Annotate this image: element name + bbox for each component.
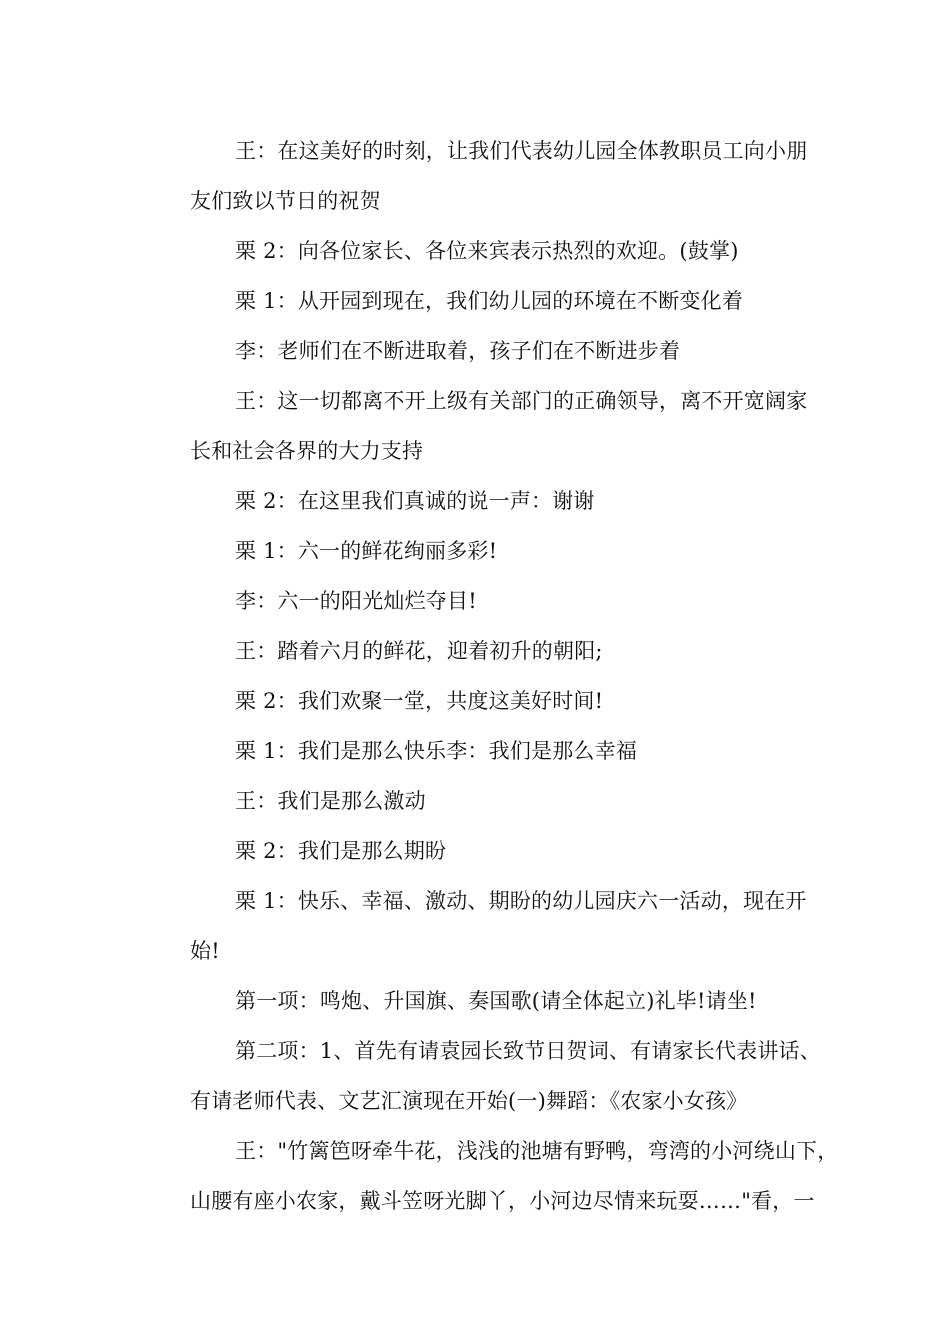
paragraph [145, 826, 817, 876]
text-line: 栗 2：我们是那么期盼 [235, 839, 447, 863]
text-line: 第一项：鸣炮、升国旗、奏国歌(请全体起立)礼毕!请坐! [235, 989, 757, 1013]
paragraph [145, 876, 817, 976]
text-line: 王：我们是那么激动 [235, 789, 426, 813]
paragraph [145, 326, 817, 376]
paragraph [145, 476, 817, 526]
paragraph [145, 576, 817, 626]
text-line: 栗 2：我们欢聚一堂，共度这美好时间! [235, 689, 604, 713]
paragraph [145, 726, 817, 776]
text-line: 栗 1：六一的鲜花绚丽多彩! [235, 539, 498, 563]
text-line: 始! [190, 939, 220, 963]
text-line: 栗 1：从开园到现在，我们幼儿园的环境在不断变化着 [235, 289, 744, 313]
paragraph [145, 776, 817, 826]
text-line: 王："竹篱笆呀牵牛花，浅浅的池塘有野鸭，弯湾的小河绕山下， [235, 1139, 839, 1163]
paragraph [145, 276, 817, 326]
text-line: 王：这一切都离不开上级有关部门的正确领导，离不开宽阔家 [235, 389, 808, 413]
text-line: 李：六一的阳光灿烂夺目! [235, 589, 477, 613]
paragraph [145, 626, 817, 676]
text-line: 第二项：1、首先有请袁园长致节日贺词、有请家长代表讲话、 [235, 1039, 821, 1063]
paragraph [145, 126, 817, 226]
text-line: 长和社会各界的大力支持 [190, 439, 424, 463]
text-line: 栗 2：向各位家长、各位来宾表示热烈的欢迎。(鼓掌) [235, 239, 739, 263]
text-line: 栗 1：快乐、幸福、激动、期盼的幼儿园庆六一活动，现在开 [235, 889, 807, 913]
paragraph [145, 376, 817, 476]
text-line: 王：在这美好的时刻，让我们代表幼儿园全体教职员工向小朋 [235, 139, 808, 163]
text-line: 友们致以节日的祝贺 [190, 189, 381, 213]
paragraph [145, 1126, 839, 1226]
paragraph [145, 1026, 821, 1126]
paragraph [145, 526, 817, 576]
text-line: 山腰有座小农家，戴斗笠呀光脚丫，小河边尽情来玩耍……"看，一 [190, 1189, 815, 1213]
text-line: 王：踏着六月的鲜花，迎着初升的朝阳; [235, 639, 603, 663]
text-line: 栗 2：在这里我们真诚的说一声：谢谢 [235, 489, 595, 513]
text-line: 栗 1：我们是那么快乐李：我们是那么幸福 [235, 739, 638, 763]
paragraph [145, 226, 817, 276]
paragraph [145, 976, 817, 1026]
document-body [145, 126, 839, 1226]
text-line: 有请老师代表、文艺汇演现在开始(一)舞蹈：《农家小女孩》 [190, 1089, 748, 1113]
text-line: 李：老师们在不断进取着，孩子们在不断进步着 [235, 339, 681, 363]
paragraph [145, 676, 817, 726]
